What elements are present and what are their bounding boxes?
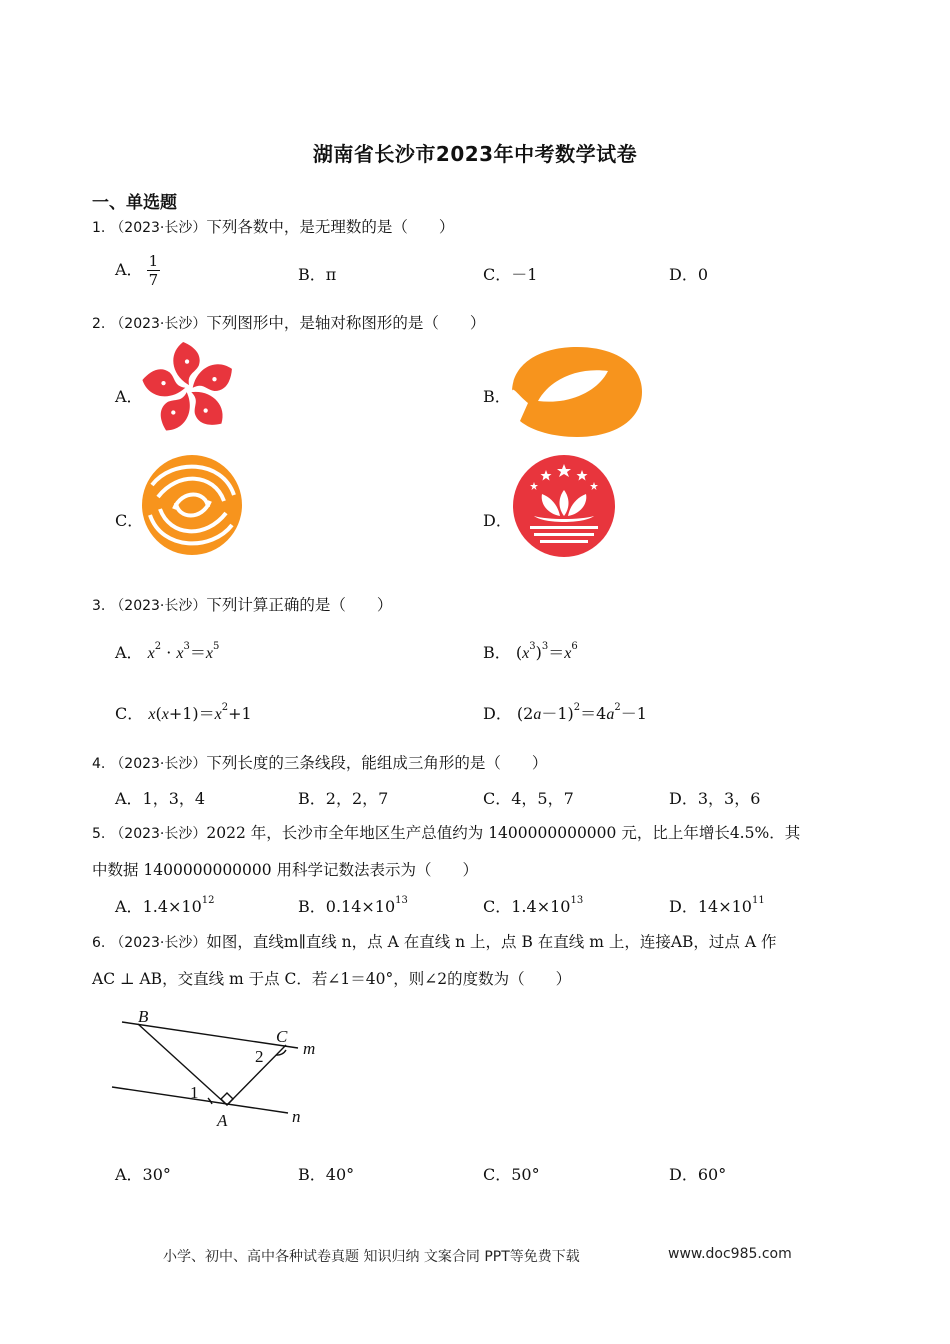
option-d: D．$14\times 10^{11}$ xyxy=(669,895,765,916)
option-a: A． $\frac{1}{7}$ xyxy=(115,252,159,289)
question-number: 1. xyxy=(92,220,106,236)
phoenix-swirl-logo-icon xyxy=(140,453,244,557)
option-b: B． xyxy=(483,387,511,406)
option-a: A．30° xyxy=(115,1165,171,1184)
option-a: A．1，3，4 xyxy=(115,789,206,808)
question-5-line-2: 中数据 1400000000000 用科学记数法表示为（ ） xyxy=(92,861,479,879)
option-d: D．3，3，6 xyxy=(669,789,761,808)
macau-lotus-emblem-icon xyxy=(512,454,616,558)
line-n xyxy=(112,1087,288,1113)
fraction: $\frac{1}{7}$ xyxy=(148,252,159,289)
question-5: 5. （2023·长沙）2022 年，长沙市全年地区生产总值约为 1400000000000 元，比上年增长4.5%．其 xyxy=(92,824,801,842)
page-title: 湖南省长沙市2023年中考数学试卷 xyxy=(312,142,638,166)
footer-link[interactable]: www.doc985.com xyxy=(668,1246,792,1262)
option-c: C．4，5，7 xyxy=(483,789,574,808)
option-b: B．$0.14\times 10^{13}$ xyxy=(298,895,408,916)
question-6-line-2: AC ⊥ AB，交直线 m 于点 C．若∠1＝40°，则∠2的度数为（ ） xyxy=(92,970,572,988)
footer-text: 小学、初中、高中各种试卷真题 知识归纳 文案合同 PPT等免费下载 xyxy=(163,1249,580,1265)
option-c: C． $x(x+1)=x^2+1$ xyxy=(115,702,252,723)
geometry-figure xyxy=(100,1000,340,1135)
option-b: B．2，2，7 xyxy=(298,789,389,808)
label-angle-2: 2 xyxy=(255,1047,264,1066)
orange-ring-logo-icon xyxy=(508,343,646,441)
option-a: A．$1.4\times 10^{12}$ xyxy=(115,895,215,916)
line-m xyxy=(122,1022,298,1048)
label-m: m xyxy=(303,1039,316,1058)
option-d: D．0 xyxy=(669,265,709,284)
option-c: C．$1.4\times 10^{13}$ xyxy=(483,895,584,916)
option-b: B． $(x^3)^3=x^6$ xyxy=(483,641,578,662)
question-text: 下列各数中，是无理数的是（ ） xyxy=(206,218,455,236)
question-2: 2. （2023·长沙）下列图形中，是轴对称图形的是（ ） xyxy=(92,314,486,332)
question-4: 4. （2023·长沙）下列长度的三条线段，能组成三角形的是（ ） xyxy=(92,754,548,772)
question-source: （2023·长沙） xyxy=(110,220,207,236)
bauhinia-emblem-icon xyxy=(140,340,238,438)
label-angle-1: 1 xyxy=(190,1083,199,1102)
option-d: D． $(2a-1)^2=4a^2-1$ xyxy=(483,702,647,723)
option-b: B．π xyxy=(298,265,337,284)
option-c: C．－1 xyxy=(483,265,538,284)
option-c: C．50° xyxy=(483,1165,540,1184)
option-d: D．60° xyxy=(669,1165,727,1184)
label-n: n xyxy=(292,1107,301,1126)
question-6: 6. （2023·长沙）如图，直线m∥直线 n，点 A 在直线 n 上，点 B 在直线 m 上，连接AB，过点 A 作 xyxy=(92,933,777,951)
option-a: A． xyxy=(115,387,143,406)
option-b: B．40° xyxy=(298,1165,355,1184)
option-a: A． $x^2 \cdot x^3=x^5$ xyxy=(115,641,220,662)
option-d: D． xyxy=(483,511,512,530)
label-c: C xyxy=(276,1027,288,1046)
question-3: 3. （2023·长沙）下列计算正确的是（ ） xyxy=(92,596,393,614)
option-c: C． xyxy=(115,511,144,530)
section-heading: 一、单选题 xyxy=(92,193,177,213)
question-1 xyxy=(92,215,454,237)
label-b: B xyxy=(138,1007,149,1026)
label-a: A xyxy=(217,1111,228,1130)
